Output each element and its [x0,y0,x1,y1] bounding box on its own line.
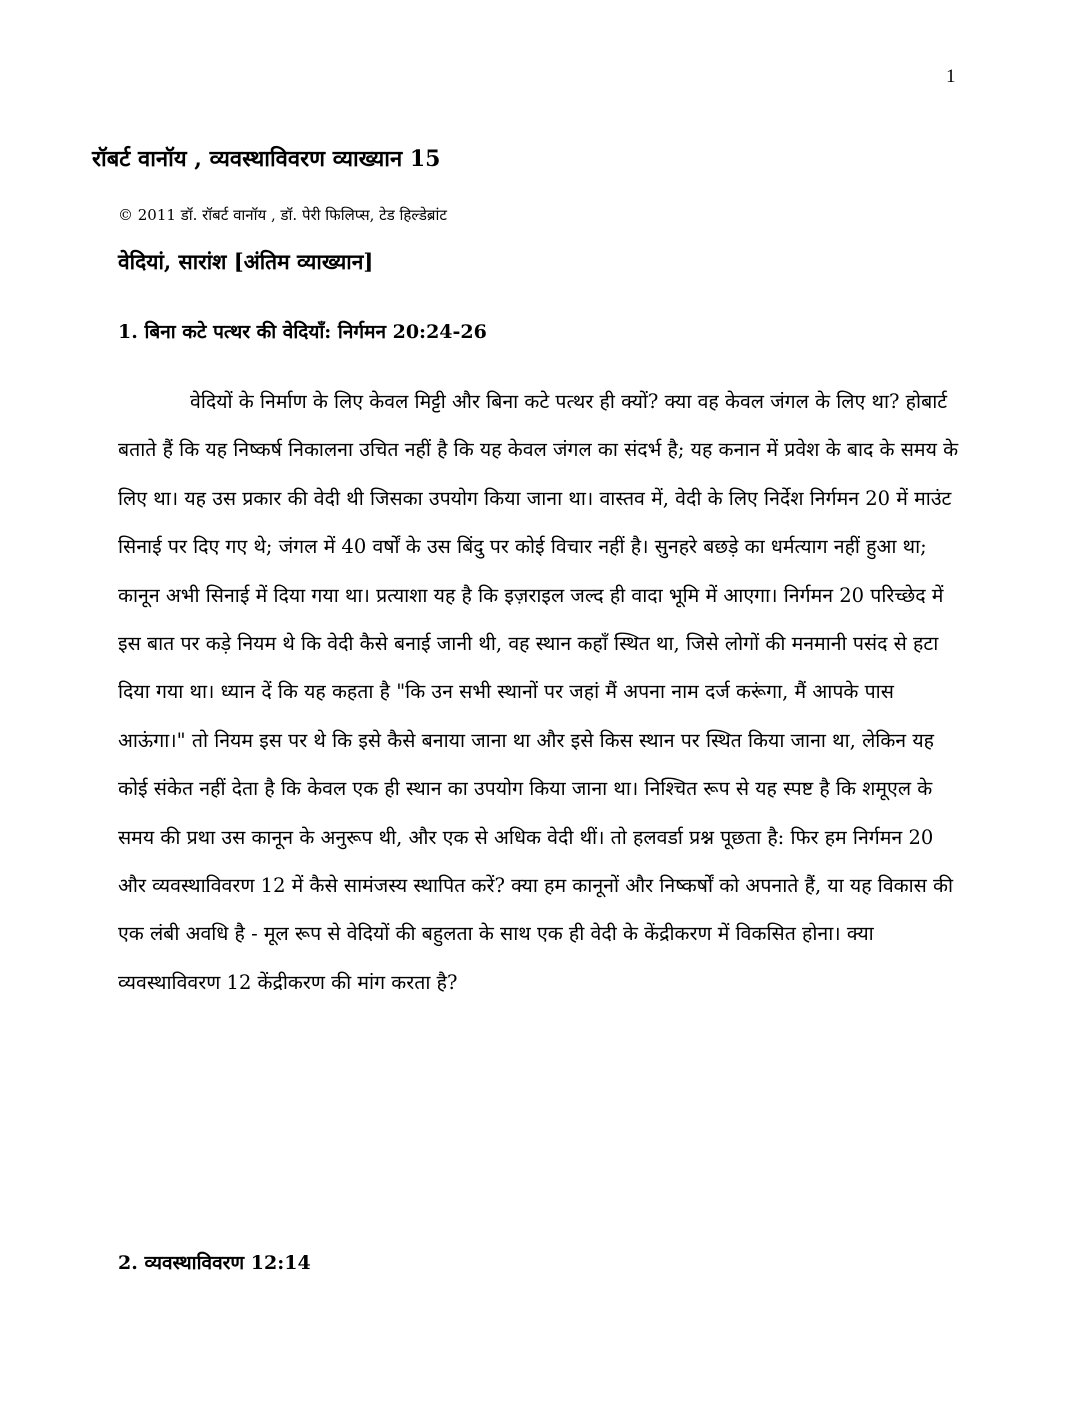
copyright-line: © 2011 डॉ. रॉबर्ट वानॉय , डॉ. पेरी फिलिप्स, टेड हिल्डेब्रांट [118,206,447,224]
section-heading-1: 1. बिना कटे पत्थर की वेदियाँ: निर्गमन 20:24-26 [118,321,487,343]
lecture-subtitle: वेदियां, सारांश [अंतिम व्याख्यान] [118,249,374,274]
section-heading-2: 2. व्यवस्थाविवरण 12:14 [118,1252,311,1274]
document-title: रॉबर्ट वानॉय , व्यवस्थाविवरण व्याख्यान 15 [92,146,441,172]
section-1-paragraph: वेदियों के निर्माण के लिए केवल मिट्टी और बिना कटे पत्थर ही क्यों? क्या वह केवल जंगल के लिए था? होबार्ट बताते हैं कि यह निष्कर्ष निकालना उचित नहीं है कि यह केवल जंगल का संदर्भ है; यह कनान में प्रवेश के बाद के समय के लिए था। यह उस प्रकार की वेदी थी जिसका उपयोग किया जाना था। वास्तव में, वेदी के लिए निर्देश निर्गमन 20 में माउंट सिनाई पर दिए गए थे; जंगल में 40 वर्षों के उस बिंदु पर कोई विचार नहीं है। सुनहरे बछड़े का धर्मत्याग नहीं हुआ था; कानून अभी सिनाई में दिया गया था। प्रत्याशा यह है कि इज़राइल जल्द ही वादा भूमि में आएगा। निर्गमन 20 परिच्छेद में इस बात पर कड़े नियम थे कि वेदी कैसे बनाई जानी थी, वह स्थान कहाँ स्थित था, जिसे लोगों की मनमानी पसंद से हटा दिया गया था। ध्यान दें कि यह कहता है "कि उन सभी स्थानों पर जहां मैं अपना नाम दर्ज करूंगा, मैं आपके पास आऊंगा।" तो नियम इस पर थे कि इसे कैसे बनाया जाना था और इसे किस स्थान पर स्थित किया जाना था, लेकिन यह कोई संकेत नहीं देता है कि केवल एक ही स्थान का उपयोग किया जाना था। निश्चित रूप से यह स्पष्ट है कि शमूएल के समय की प्रथा उस कानून के अनुरूप थी, और एक से अधिक वेदी थीं। तो हलवर्डा प्रश्न पूछता है: फिर हम निर्गमन 20 और व्यवस्थाविवरण 12 में कैसे सामंजस्य स्थापित करें? क्या हम कानूनों और निष्कर्षों को अपनाते हैं, या यह विकास की एक लंबी अवधि है - मूल रूप से वेदियों की बहुलता के साथ एक ही वेदी के केंद्रीकरण में विकसित होना। क्या व्यवस्थाविवरण 12 केंद्रीकरण की मांग करता है? [118,390,959,994]
page-number: 1 [946,66,956,87]
